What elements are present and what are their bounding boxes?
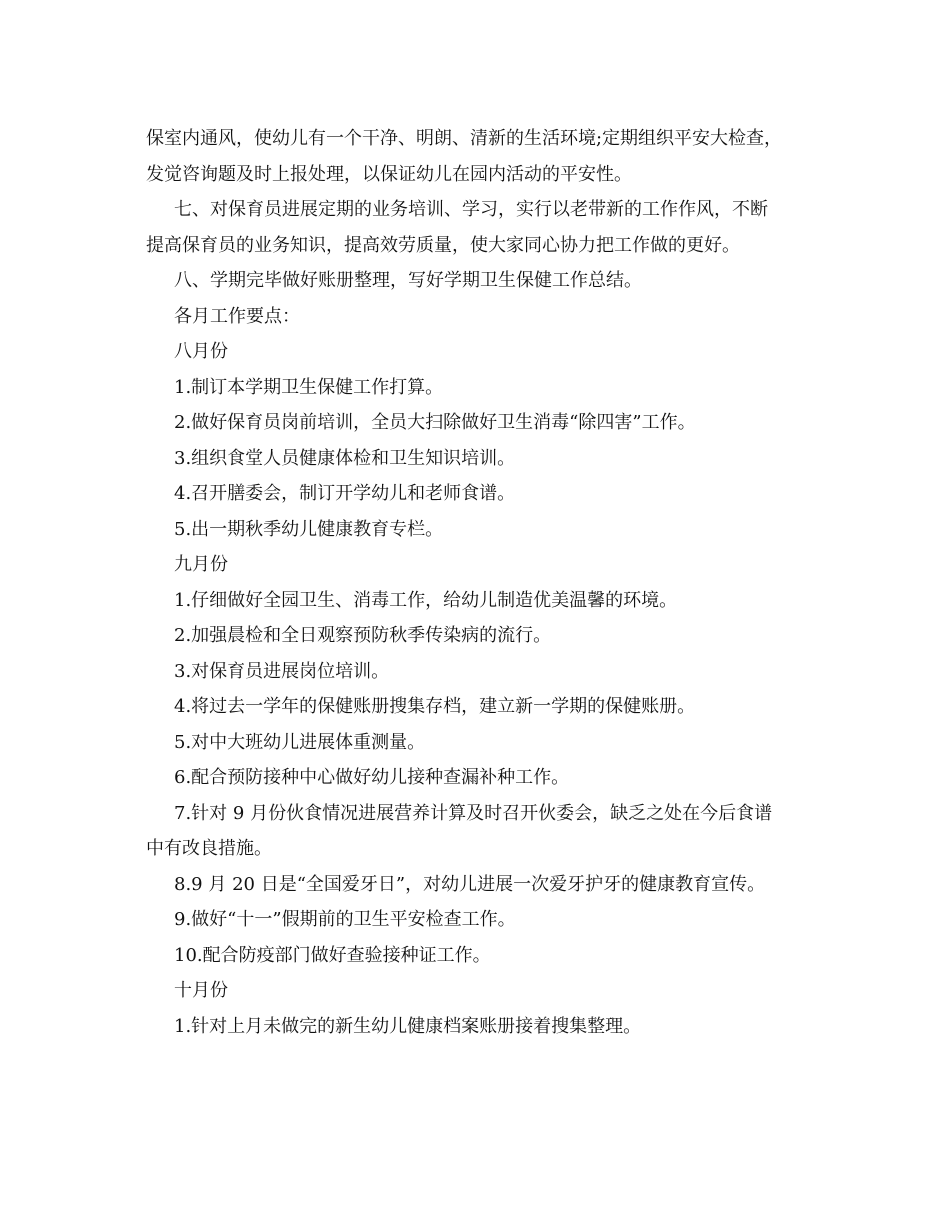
list-item-continuation: 中有改良措施。 xyxy=(146,838,272,859)
list-item: 2.做好保育员岗前培训，全员大扫除做好卫生消毒“除四害”工作。 xyxy=(174,412,696,433)
list-item: 3.组织食堂人员健康体检和卫生知识培训。 xyxy=(174,447,516,469)
list-item: 2.加强晨检和全日观察预防秋季传染病的流行。 xyxy=(174,625,552,646)
paragraph-line: 保室内通风，使幼儿有一个干净、明朗、清新的生活环境;定期组织平安大检查， xyxy=(146,128,783,149)
list-item: 5.对中大班幼儿进展体重测量。 xyxy=(174,731,426,753)
paragraph-line: 八、学期完毕做好账册整理，写好学期卫生保健工作总结。 xyxy=(174,270,642,291)
document-body xyxy=(146,121,806,1044)
list-item: 7.针对 9 月份伙食情况进展营养计算及时召开伙委会，缺乏之处在今后食谱 xyxy=(174,802,773,824)
month-heading: 九月份 xyxy=(174,554,228,575)
month-heading: 八月份 xyxy=(174,341,228,362)
list-item: 5.出一期秋季幼儿健康教育专栏。 xyxy=(174,518,444,540)
list-item: 10.配合防疫部门做好查验接种证工作。 xyxy=(174,944,491,966)
paragraph-line: 提高保育员的业务知识，提高效劳质量，使大家同心协力把工作做的更好。 xyxy=(146,234,740,256)
list-item: 9.做好“十一”假期前的卫生平安检查工作。 xyxy=(174,909,516,930)
paragraph-line: 七、对保育员进展定期的业务培训、学习，实行以老带新的工作作风，不断 xyxy=(174,199,768,220)
list-item: 1.仔细做好全园卫生、消毒工作，给幼儿制造优美温馨的环境。 xyxy=(174,589,678,611)
list-item: 6.配合预防接种中心做好幼儿接种查漏补种工作。 xyxy=(174,767,570,788)
section-heading: 各月工作要点： xyxy=(174,305,300,327)
paragraph-line: 发觉咨询题及时上报处理，以保证幼儿在园内活动的平安性。 xyxy=(146,163,632,185)
month-heading: 十月份 xyxy=(174,980,228,1001)
list-item: 1.针对上月未做完的新生幼儿健康档案账册接着搜集整理。 xyxy=(174,1015,642,1037)
list-item: 3.对保育员进展岗位培训。 xyxy=(174,660,390,682)
list-item: 4.召开膳委会，制订开学幼儿和老师食谱。 xyxy=(174,483,516,504)
list-item: 4.将过去一学年的保健账册搜集存档，建立新一学期的保健账册。 xyxy=(174,696,696,717)
list-item: 1.制订本学期卫生保健工作打算。 xyxy=(174,376,444,398)
list-item: 8.9 月 20 日是“全国爱牙日”，对幼儿进展一次爱牙护牙的健康教育宣传。 xyxy=(174,873,766,895)
